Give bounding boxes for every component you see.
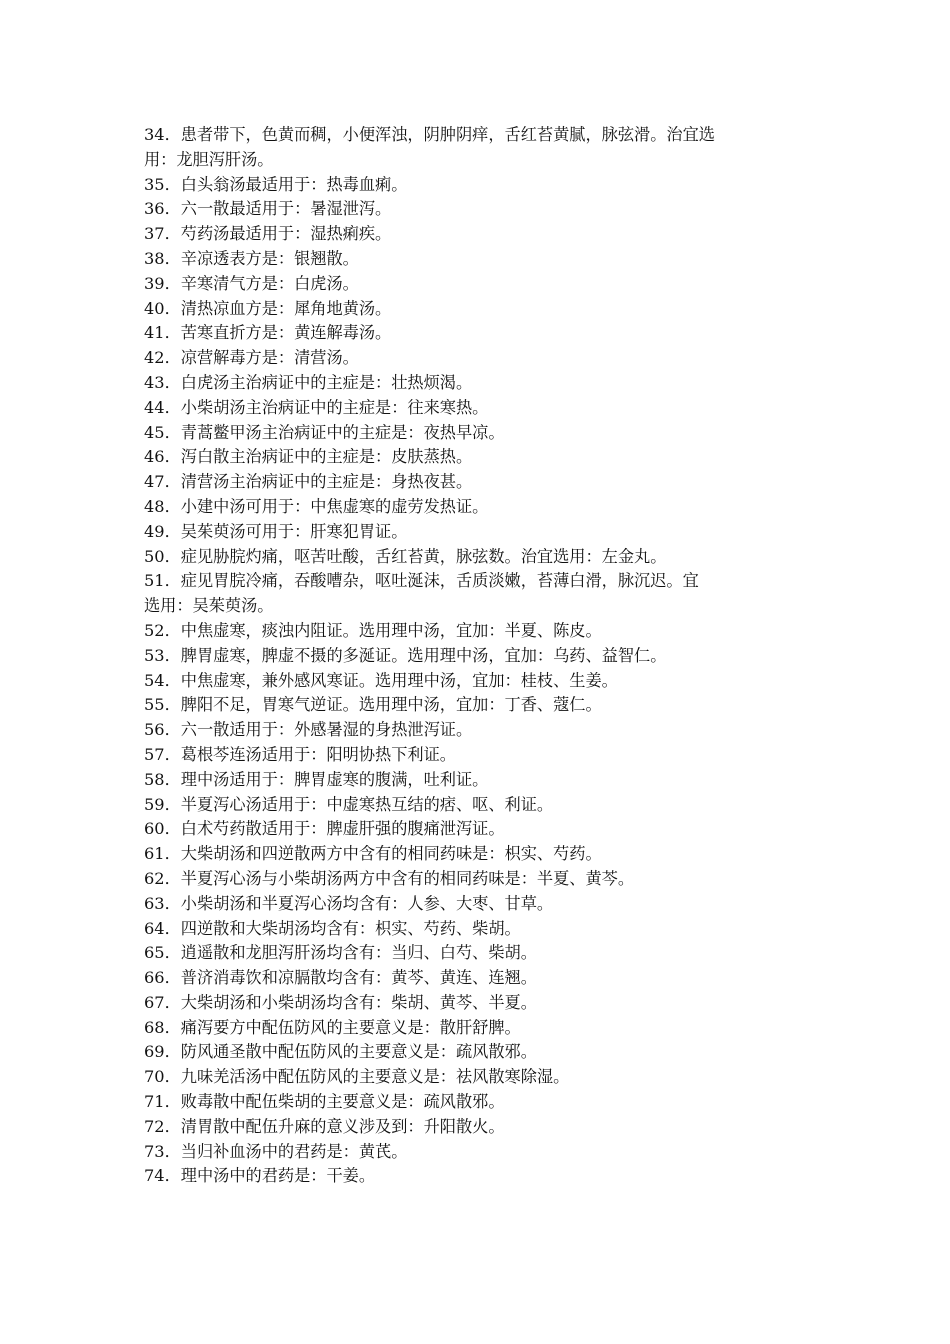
text-line: 71．败毒散中配伍柴胡的主要意义是：疏风散邪。 <box>144 1092 505 1112</box>
document-body <box>144 123 812 1189</box>
text-line: 73．当归补血汤中的君药是：黄芪。 <box>144 1141 408 1161</box>
text-line: 50．症见胁脘灼痛，呕苦吐酸，舌红苔黄，脉弦数。治宜选用：左金丸。 <box>144 546 667 566</box>
text-line: 56．六一散适用于：外感暑湿的身热泄泻证。 <box>144 720 473 740</box>
text-line: 54．中焦虚寒，兼外感风寒证。选用理中汤，宜加：桂枝、生姜。 <box>144 670 618 690</box>
text-line: 42．凉营解毒方是：清营汤。 <box>144 348 359 368</box>
text-line: 65．逍遥散和龙胆泻肝汤均含有：当归、白芍、柴胡。 <box>144 943 537 963</box>
text-line: 63．小柴胡汤和半夏泻心汤均含有：人参、大枣、甘草。 <box>144 893 554 913</box>
text-line: 64．四逆散和大柴胡汤均含有：枳实、芍药、柴胡。 <box>144 918 521 938</box>
text-line: 46．泻白散主治病证中的主症是：皮肤蒸热。 <box>144 447 473 467</box>
text-line: 55．脾阳不足，胃寒气逆证。选用理中汤，宜加：丁香、蔻仁。 <box>144 695 602 715</box>
text-line: 选用：吴茱萸汤。 <box>144 596 274 616</box>
text-line: 用：龙胆泻肝汤。 <box>144 149 274 169</box>
text-line: 43．白虎汤主治病证中的主症是：壮热烦渴。 <box>144 372 473 392</box>
text-line: 45．青蒿鳖甲汤主治病证中的主症是：夜热早凉。 <box>144 422 505 442</box>
text-line: 61．大柴胡汤和四逆散两方中含有的相同药味是：枳实、芍药。 <box>144 844 602 864</box>
text-line: 58．理中汤适用于：脾胃虚寒的腹满，吐利证。 <box>144 769 489 789</box>
text-line: 44．小柴胡汤主治病证中的主症是：往来寒热。 <box>144 397 489 417</box>
text-line: 37．芍药汤最适用于：湿热痢疾。 <box>144 224 392 244</box>
text-line: 68．痛泻要方中配伍防风的主要意义是：散肝舒脾。 <box>144 1017 521 1037</box>
text-line: 62．半夏泻心汤与小柴胡汤两方中含有的相同药味是：半夏、黄芩。 <box>144 868 635 888</box>
text-line: 34．患者带下，色黄而稠，小便浑浊，阴肿阴痒，舌红苔黄腻，脉弦滑。治宜选 <box>144 125 715 144</box>
text-line: 52．中焦虚寒，痰浊内阻证。选用理中汤，宜加：半夏、陈皮。 <box>144 620 602 640</box>
text-line: 72．清胃散中配伍升麻的意义涉及到：升阳散火。 <box>144 1116 505 1136</box>
text-line: 60．白术芍药散适用于：脾虚肝强的腹痛泄泻证。 <box>144 819 505 839</box>
text-line: 53．脾胃虚寒，脾虚不摄的多涎证。选用理中汤，宜加：乌药、益智仁。 <box>144 645 667 665</box>
text-line: 59．半夏泻心汤适用于：中虚寒热互结的痞、呕、利证。 <box>144 794 554 814</box>
text-line: 41．苦寒直折方是：黄连解毒汤。 <box>144 323 392 343</box>
text-line: 51．症见胃脘冷痛，吞酸嘈杂，呕吐涎沫，舌质淡嫩，苔薄白滑，脉沉迟。宜 <box>144 571 699 591</box>
text-line: 69．防风通圣散中配伍防风的主要意义是：疏风散邪。 <box>144 1042 537 1062</box>
text-line: 74．理中汤中的君药是：干姜。 <box>144 1166 376 1186</box>
text-line: 39．辛寒清气方是：白虎汤。 <box>144 273 359 293</box>
text-line: 36．六一散最适用于：暑湿泄泻。 <box>144 199 392 219</box>
text-line: 35．白头翁汤最适用于：热毒血痢。 <box>144 174 408 194</box>
text-line: 70．九味羌活汤中配伍防风的主要意义是：祛风散寒除湿。 <box>144 1067 570 1087</box>
text-line: 48．小建中汤可用于：中焦虚寒的虚劳发热证。 <box>144 496 489 516</box>
text-line: 49．吴茱萸汤可用于：肝寒犯胃证。 <box>144 521 408 541</box>
text-line: 40．清热凉血方是：犀角地黄汤。 <box>144 298 392 318</box>
text-line: 47．清营汤主治病证中的主症是：身热夜甚。 <box>144 472 473 492</box>
text-line: 57．葛根芩连汤适用于：阳明协热下利证。 <box>144 744 456 764</box>
text-line: 67．大柴胡汤和小柴胡汤均含有：柴胡、黄芩、半夏。 <box>144 992 537 1012</box>
text-line: 38．辛凉透表方是：银翘散。 <box>144 248 359 268</box>
text-line: 66．普济消毒饮和凉膈散均含有：黄芩、黄连、连翘。 <box>144 968 537 988</box>
